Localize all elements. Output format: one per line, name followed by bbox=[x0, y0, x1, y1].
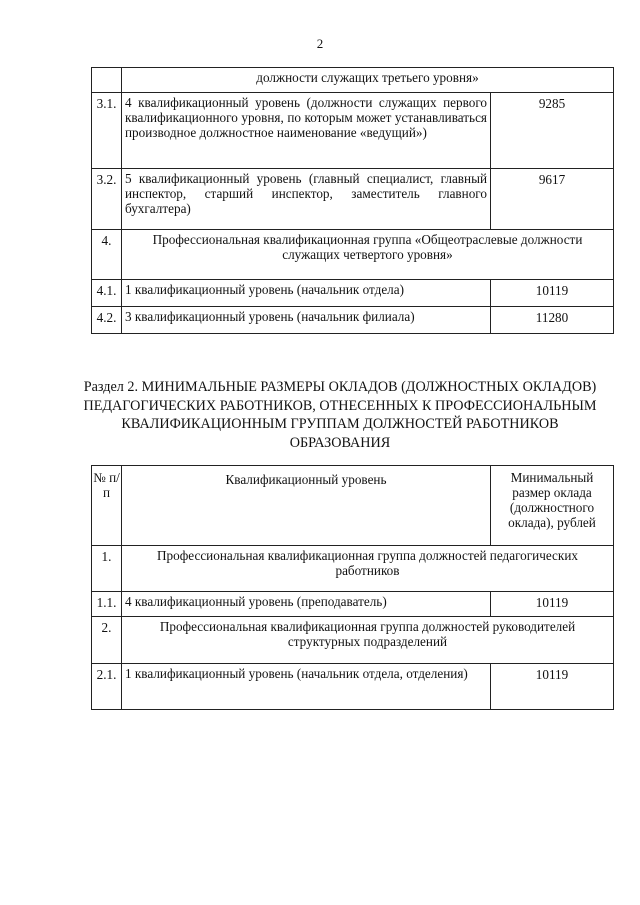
group-cell: Профессиональная квалификационная группа должностей педагогических работников bbox=[122, 546, 614, 592]
salary-cell: 9285 bbox=[491, 93, 614, 169]
table-row bbox=[92, 169, 614, 230]
table-row bbox=[92, 546, 614, 592]
page-number: 2 bbox=[316, 36, 324, 51]
num-cell: 1.1. bbox=[92, 592, 122, 617]
group-cell: Профессиональная квалификационная группа «Общеотраслевые должности служащих четвертого уровня» bbox=[122, 230, 614, 280]
salary-cell: 10119 bbox=[491, 664, 614, 710]
salary-cell: 11280 bbox=[491, 307, 614, 334]
table-row bbox=[92, 280, 614, 307]
salary-table-section-2 bbox=[91, 465, 614, 710]
num-cell: 2. bbox=[92, 617, 122, 664]
table-row bbox=[92, 307, 614, 334]
table-row bbox=[92, 93, 614, 169]
header-level: Квалификационный уровень bbox=[122, 466, 491, 546]
num-cell: 4. bbox=[92, 230, 122, 280]
header-salary: Минимальный размер оклада (должностного оклада), рублей bbox=[491, 466, 614, 546]
group-continuation: должности служащих третьего уровня» bbox=[122, 68, 614, 93]
table-row bbox=[92, 664, 614, 710]
table-row bbox=[92, 68, 614, 93]
salary-table-section-1 bbox=[91, 67, 614, 334]
num-cell: 4.2. bbox=[92, 307, 122, 334]
level-cell: 4 квалификационный уровень (должности служащих первого квалификационного уровня, по которым может устанавливаться производное должностное наименование «ведущий») bbox=[122, 93, 491, 169]
num-cell: 2.1. bbox=[92, 664, 122, 710]
level-cell: 1 квалификационный уровень (начальник отдела) bbox=[122, 280, 491, 307]
num-cell: 3.1. bbox=[92, 93, 122, 169]
salary-cell: 9617 bbox=[491, 169, 614, 230]
level-cell: 3 квалификационный уровень (начальник филиала) bbox=[122, 307, 491, 334]
table-header-row bbox=[92, 466, 614, 546]
level-cell: 4 квалификационный уровень (преподаватель) bbox=[122, 592, 491, 617]
num-cell bbox=[92, 68, 122, 93]
table-row bbox=[92, 592, 614, 617]
salary-cell: 10119 bbox=[491, 592, 614, 617]
num-cell: 1. bbox=[92, 546, 122, 592]
level-cell: 1 квалификационный уровень (начальник отдела, отделения) bbox=[122, 664, 491, 710]
salary-cell: 10119 bbox=[491, 280, 614, 307]
table-row bbox=[92, 230, 614, 280]
num-cell: 4.1. bbox=[92, 280, 122, 307]
table-row bbox=[92, 617, 614, 664]
header-num: № п/п bbox=[92, 466, 122, 546]
level-cell: 5 квалификационный уровень (главный специалист, главный инспектор, старший инспектор, заместитель главного бухгалтера) bbox=[122, 169, 491, 230]
section-2-title: Раздел 2. МИНИМАЛЬНЫЕ РАЗМЕРЫ ОКЛАДОВ (ДОЛЖНОСТНЫХ ОКЛАДОВ) ПЕДАГОГИЧЕСКИХ РАБОТНИКОВ, ОТНЕСЕННЫХ К ПРОФЕССИОНАЛЬНЫМ КВАЛИФИКАЦИОННЫМ ГРУППАМ ДОЛЖНОСТЕЙ РАБОТНИКОВ ОБРАЗОВАНИЯ bbox=[83, 379, 597, 451]
group-cell: Профессиональная квалификационная группа должностей руководителей структурных подразделений bbox=[122, 617, 614, 664]
num-cell: 3.2. bbox=[92, 169, 122, 230]
